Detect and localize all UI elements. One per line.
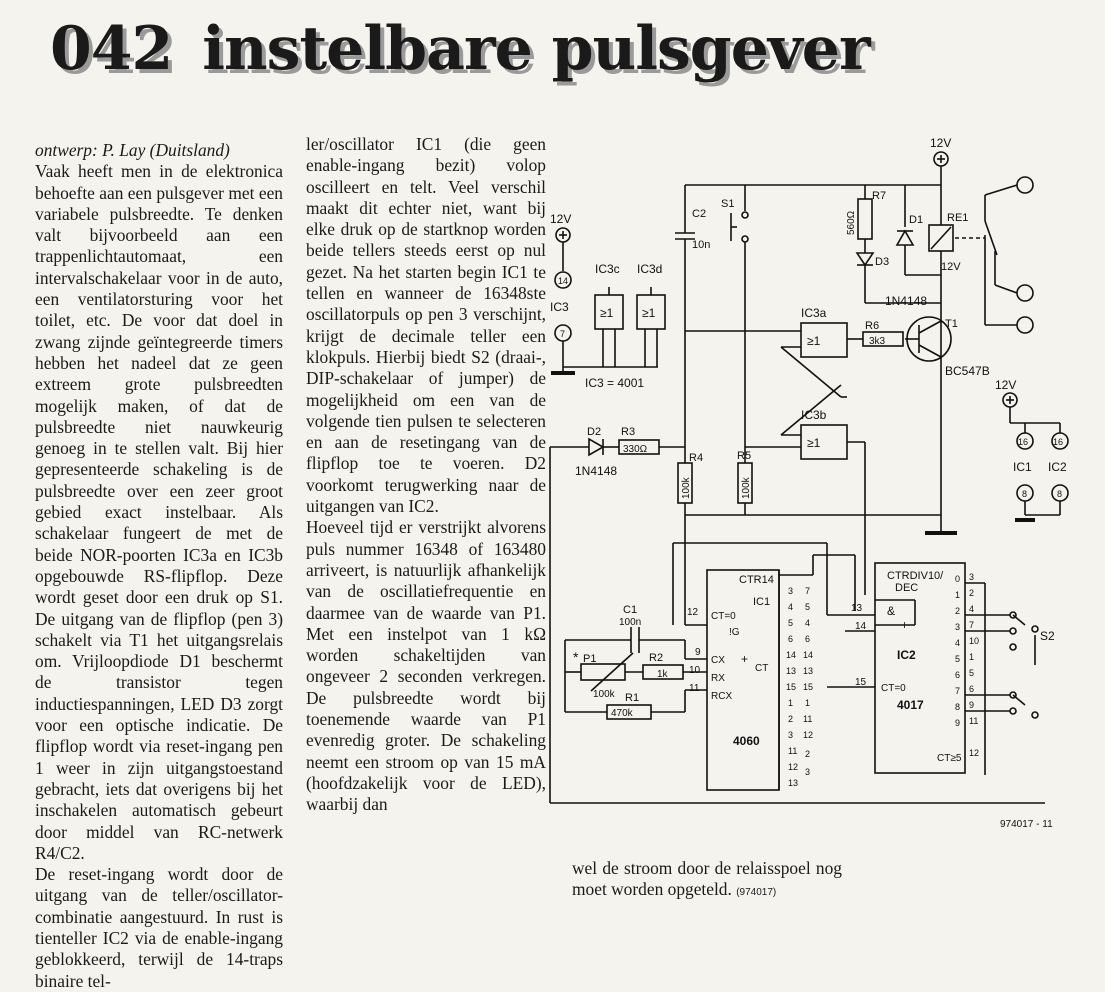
c2-value: 10n — [692, 239, 711, 251]
ic2-type: 4017 — [897, 698, 924, 712]
relay-re1 — [929, 185, 1017, 515]
svg-text:6: 6 — [788, 634, 794, 644]
svg-text:13: 13 — [803, 666, 814, 676]
svg-text:14: 14 — [803, 650, 814, 660]
ic2-4017 — [827, 563, 985, 775]
ic1-ct0: CT=0 — [711, 611, 736, 622]
text-column-3 — [572, 858, 842, 904]
article-title-text: instelbare pulsgever — [202, 14, 870, 84]
gate-ic3a — [685, 323, 847, 357]
t1-label: T1 — [945, 318, 958, 330]
text-column-1 — [35, 140, 283, 992]
ic1-label: IC1 — [753, 596, 771, 608]
gate-ic3b — [745, 347, 865, 595]
relay-terminal-2 — [1017, 285, 1033, 301]
relay-supply-label: 12V — [941, 261, 961, 273]
svg-text:7: 7 — [969, 620, 975, 630]
svg-text:3: 3 — [955, 622, 961, 632]
svg-text:*: * — [573, 649, 579, 665]
ic3-label: IC3 — [550, 300, 569, 314]
svg-text:14: 14 — [855, 621, 867, 632]
relay-terminal-1 — [1017, 177, 1033, 193]
svg-text:10: 10 — [689, 665, 701, 676]
svg-text:1: 1 — [955, 590, 961, 600]
ic2-ct0: CT=0 — [881, 683, 906, 694]
supply-label-left: 12V — [550, 212, 572, 226]
r2-label: R2 — [649, 652, 664, 664]
svg-text:13: 13 — [851, 603, 863, 614]
svg-text:4: 4 — [805, 618, 811, 628]
ic3d-label: IC3d — [637, 262, 663, 276]
r3-value: 330Ω — [623, 444, 648, 455]
svg-text:14: 14 — [558, 276, 569, 286]
article-number: 042 — [50, 14, 173, 84]
svg-text:15: 15 — [855, 677, 867, 688]
svg-text:4: 4 — [955, 638, 961, 648]
r5-label: R5 — [737, 450, 752, 462]
gate-ic3d-symbol: ≥1 — [642, 306, 656, 320]
paragraph-3: ler/oscillator IC1 (die geen enable-ingang bezit) volop oscilleert en telt. Veel verschil maakt dit echter niet, want bij elke druk op de startknop worden beide tellers steeds eerst op nul gezet. Na het starten begin IC1 te tellen en wanneer de 16348ste oscillatorpuls op pen 3 verschijnt, krijgt de decimale teller een klokpuls. Hierbij biedt S2 (draai-, DIP-schakelaar of jumper) de mogelijkheid om een van de volgende tien pulsen te selecteren en aan de resetingang van de flipflop toe te voeren. D2 voorkomt terugwerking naar de uitgangen van IC2. — [306, 134, 546, 517]
ic2-dec: DEC — [895, 582, 919, 594]
r1-label: R1 — [625, 692, 640, 704]
svg-text:3: 3 — [788, 586, 794, 596]
svg-text:8: 8 — [1057, 489, 1063, 499]
svg-text:11: 11 — [689, 683, 700, 694]
r2-value: 1k — [657, 669, 668, 680]
svg-text:3: 3 — [969, 572, 975, 582]
figure-id: 974017 - 11 — [1000, 819, 1053, 830]
svg-text:8: 8 — [955, 702, 961, 712]
svg-text:15: 15 — [786, 682, 797, 692]
r6-value: 3k3 — [869, 336, 886, 347]
diode-d1 — [897, 185, 941, 275]
c1-label: C1 — [623, 604, 638, 616]
ic2-plus: + — [901, 618, 909, 632]
ic1-cx: CX — [711, 655, 725, 666]
paragraph-4: Hoeveel tijd er verstrijkt alvorens puls nummer 16348 of 163480 arriveert, is natuurlijk afhankelijk van de oscillatiefrequentie en daarmee van de waarde van P1. Met een instelpot van 1 kΩ worden schakeltijden van ongeveer 2 seconden verkregen. De pulsbreedte wordt bij toenemende waarde van P1 evenredig groter. De schakeling neemt een stroom op van 15 mA (hoofdzakelijk voor de LED), waarbij dan — [306, 517, 546, 815]
r6-label: R6 — [865, 320, 880, 332]
svg-text:5: 5 — [955, 654, 961, 664]
paragraph-2: De reset-ingang wordt door de uitgang van de teller/oscillator-combinatie aangestuurd. In rust is tienteller IC2 via de enable-ingang geblokkeerd, terwijl de 14-traps binaire tel- — [35, 864, 283, 991]
svg-text:16: 16 — [1018, 437, 1029, 447]
d1-label: D1 — [909, 214, 924, 226]
svg-text:9: 9 — [969, 700, 975, 710]
ic2-ct5: CT≥5 — [937, 753, 962, 764]
ic1-type: 4060 — [733, 734, 760, 748]
svg-text:2: 2 — [969, 588, 975, 598]
svg-text:1: 1 — [805, 698, 811, 708]
svg-text:3: 3 — [805, 767, 811, 777]
svg-text:5: 5 — [969, 668, 975, 678]
svg-text:7: 7 — [955, 686, 961, 696]
svg-text:5: 5 — [788, 618, 794, 628]
ic3a-label: IC3a — [801, 306, 827, 320]
gate-ic3b-symbol: ≥1 — [807, 436, 821, 450]
r7-value: 560Ω — [846, 210, 857, 235]
ic2-label: IC2 — [897, 648, 916, 662]
author-line: ontwerp: P. Lay (Duitsland) — [35, 140, 230, 160]
svg-text:12: 12 — [788, 762, 799, 772]
ic1-rx: RX — [711, 673, 725, 684]
ic2-ctrdiv: CTRDIV10/ — [887, 570, 944, 582]
ic1-rcx: RCX — [711, 691, 733, 702]
text-column-2 — [306, 134, 546, 816]
ic1-supply-label: IC1 — [1013, 460, 1032, 474]
r3-label: R3 — [621, 426, 636, 438]
ic2-supply-label: IC2 — [1048, 460, 1067, 474]
svg-text:12: 12 — [687, 607, 699, 618]
ic3c-label: IC3c — [595, 262, 620, 276]
ic1-g: !G — [729, 627, 740, 638]
ic2-and: & — [887, 604, 896, 618]
ic3-type: IC3 = 4001 — [585, 376, 645, 390]
svg-text:0: 0 — [955, 574, 961, 584]
ic1-plus: + — [741, 652, 749, 666]
paragraph-1: Vaak heeft men in de elektronica behoefte aan een pulsgever met een variabele pulsbreedte. Te denken valt bijvoorbeeld aan een trappenlichtautomaat, een intervalschakelaar voor in de auto, een ventilatorsturing voor het toilet, etc. De voor dat doel in zwang zijnde geïntegreerde timers hebben het nadeel dat ze geen extreem grote pulsbreedten mogelijk maken, of dat de pulsbreedte niet nauwkeurig genoeg in te stellen valt. Bij hier gepresenteerde schakeling is de pulsbreedte over een zeer groot gebied exact instelbaar. Als schakelaar fungeert de met de beide NOR-poorten IC3a en IC3b opgebouwde RS-flipflop. Deze wordt geset door een druk op S1. De uitgang van de flipflop (pen 3) schakelt via T1 het uitgangsrelais om. Vrijloopdiode D1 beschermt de transistor tegen inductiespanningen, LED D3 zorgt voor een optische indicatie. De flipflop wordt via reset-ingang pen 1 weer in zijn uitgangstoestand gebracht, iets dat overigens bij het inschakelen automatisch gebeurt door middel van RC-netwerk R4/C2. — [35, 161, 283, 863]
supply-rail-top — [685, 152, 948, 185]
p1-value: 100k — [593, 689, 615, 700]
switch-s1 — [731, 185, 748, 447]
svg-text:13: 13 — [788, 778, 799, 788]
ic1-ctr14: CTR14 — [739, 574, 774, 586]
paragraph-5: wel de stroom door de relaisspoel nog moet worden opgeteld. — [572, 858, 842, 900]
svg-text:1: 1 — [788, 698, 794, 708]
circuit-schematic — [545, 135, 1105, 835]
svg-text:5: 5 — [805, 602, 811, 612]
svg-text:8: 8 — [1022, 489, 1028, 499]
t1-type: BC547B — [945, 364, 990, 378]
c2-label: C2 — [692, 208, 707, 220]
supply-label-right: 12V — [930, 136, 952, 150]
svg-text:2: 2 — [788, 714, 794, 724]
svg-text:4: 4 — [788, 602, 794, 612]
r5-value: 100k — [741, 477, 752, 499]
r7-label: R7 — [872, 190, 887, 202]
svg-text:9: 9 — [955, 718, 961, 728]
capacitor-c2 — [675, 185, 695, 447]
svg-text:15: 15 — [803, 682, 814, 692]
article-code: (974017) — [736, 887, 777, 899]
gate-ic3a-symbol: ≥1 — [807, 334, 821, 348]
d2-label: D2 — [587, 426, 602, 438]
svg-text:6: 6 — [969, 684, 975, 694]
svg-text:7: 7 — [560, 329, 566, 339]
svg-text:2: 2 — [805, 749, 811, 759]
s1-label: S1 — [721, 198, 735, 210]
svg-text:12: 12 — [969, 748, 980, 758]
svg-text:10: 10 — [969, 636, 980, 646]
d3-label: D3 — [875, 256, 890, 268]
switch-s2 — [965, 612, 1038, 718]
relay-terminal-3 — [1017, 317, 1033, 333]
svg-text:12: 12 — [803, 730, 814, 740]
ic3b-label: IC3b — [801, 408, 827, 422]
svg-text:6: 6 — [805, 634, 811, 644]
ic1-ct: CT — [755, 663, 769, 674]
svg-text:7: 7 — [805, 586, 811, 596]
svg-text:3: 3 — [788, 730, 794, 740]
r4-label: R4 — [689, 452, 704, 464]
gate-ic3d — [637, 287, 665, 367]
supply-label-ic12: 12V — [995, 378, 1017, 392]
svg-text:2: 2 — [955, 606, 961, 616]
r4-value: 100k — [681, 477, 692, 499]
svg-text:6: 6 — [955, 670, 961, 680]
d1-type: 1N4148 — [885, 294, 928, 308]
svg-text:11: 11 — [969, 716, 979, 726]
c1-value: 100n — [619, 617, 642, 628]
r1-value: 470k — [611, 708, 633, 719]
svg-text:13: 13 — [786, 666, 797, 676]
svg-text:9: 9 — [695, 647, 701, 658]
re1-label: RE1 — [947, 212, 969, 224]
article-title — [50, 14, 870, 84]
svg-text:1: 1 — [969, 652, 975, 662]
p1-label: P1 — [583, 653, 597, 665]
s2-label: S2 — [1040, 629, 1055, 643]
gate-ic3c-symbol: ≥1 — [600, 306, 614, 320]
svg-text:4: 4 — [969, 604, 975, 614]
gate-ic3c — [595, 287, 623, 367]
svg-text:11: 11 — [803, 714, 813, 724]
d2-type: 1N4148 — [575, 464, 618, 478]
svg-text:11: 11 — [788, 746, 798, 756]
svg-text:14: 14 — [786, 650, 797, 660]
svg-text:16: 16 — [1053, 437, 1064, 447]
